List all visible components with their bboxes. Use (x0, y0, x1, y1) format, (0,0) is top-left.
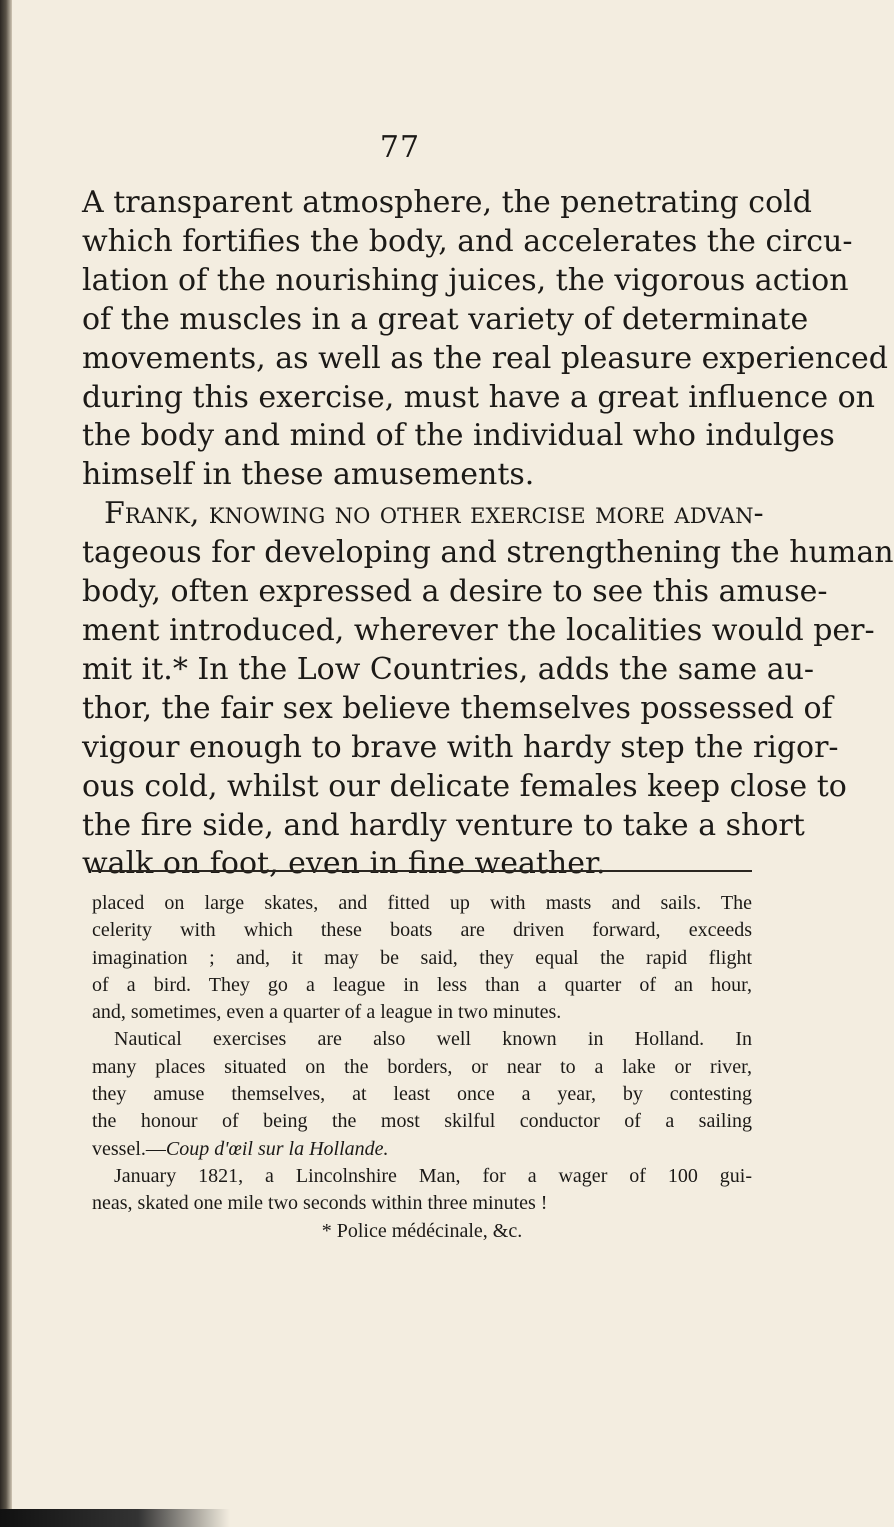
book-spine-shadow (0, 0, 12, 1527)
note-line: neas, skated one mile two seconds within three minutes ! (92, 1192, 548, 1215)
note-line: celerity with which these boats are driven forward, exceeds (92, 919, 752, 942)
main-line: Frank, knowing no other exercise more advan- (104, 496, 764, 532)
main-text-block (82, 184, 894, 884)
main-line: ous cold, whilst our delicate females keep close to (82, 768, 847, 804)
main-line: himself in these amusements. (82, 457, 535, 493)
note-line: January 1821, a Lincolnshire Man, for a wager of 100 gui- (114, 1164, 752, 1187)
main-line: ment introduced, wherever the localities would per- (82, 612, 875, 648)
note-line: many places situated on the borders, or near to a lake or river, (92, 1055, 752, 1078)
page-number: 77 (379, 130, 421, 165)
main-line: thor, the fair sex believe themselves possessed of (82, 690, 833, 726)
note-line: placed on large skates, and fitted up with masts and sails. The (92, 892, 752, 914)
main-line: of the muscles in a great variety of determinate (82, 301, 809, 337)
main-line: which fortifies the body, and accelerates the circu- (82, 223, 853, 259)
note-line: imagination ; and, it may be said, they equal the rapid flight (92, 946, 752, 969)
main-line: lation of the nourishing juices, the vigorous action (82, 262, 849, 298)
note-line: Nautical exercises are also well known in Holland. In (114, 1028, 752, 1051)
footnote-rule (92, 870, 752, 872)
main-line: vigour enough to brave with hardy step the rigor- (82, 729, 839, 765)
source-citation: Coup d'œil sur la Hollande. (165, 1137, 389, 1160)
footnote-marker-line: * Police médécinale, &c. (321, 1219, 523, 1242)
note-line: of a bird. They go a league in less than a quarter of an hour, (92, 973, 752, 996)
note-line-source (92, 1136, 752, 1163)
main-line: walk on foot, even in fine weather. (82, 846, 606, 882)
note-line: and, sometimes, even a quarter of a league in two minutes. (92, 1001, 562, 1024)
main-line: movements, as well as the real pleasure experienced (82, 340, 889, 376)
note-line: the honour of being the most skilful conductor of a sailing (92, 1110, 752, 1133)
main-line: the fire side, and hardly venture to take a short (82, 807, 805, 843)
main-line: the body and mind of the individual who indulges (82, 418, 835, 454)
note-line: they amuse themselves, at least once a year, by contesting (92, 1083, 752, 1106)
main-line: tageous for developing and strengthening the human (82, 535, 894, 571)
page-bottom-shadow (0, 1509, 230, 1527)
main-line: during this exercise, must have a great influence on (82, 379, 876, 415)
footnote-block (92, 890, 752, 1245)
main-line: A transparent atmosphere, the penetrating cold (82, 185, 812, 220)
note-vessel-text: vessel.— (92, 1137, 166, 1160)
main-line: body, often expressed a desire to see this amuse- (82, 574, 828, 610)
main-line: mit it.* In the Low Countries, adds the same au- (82, 651, 815, 687)
